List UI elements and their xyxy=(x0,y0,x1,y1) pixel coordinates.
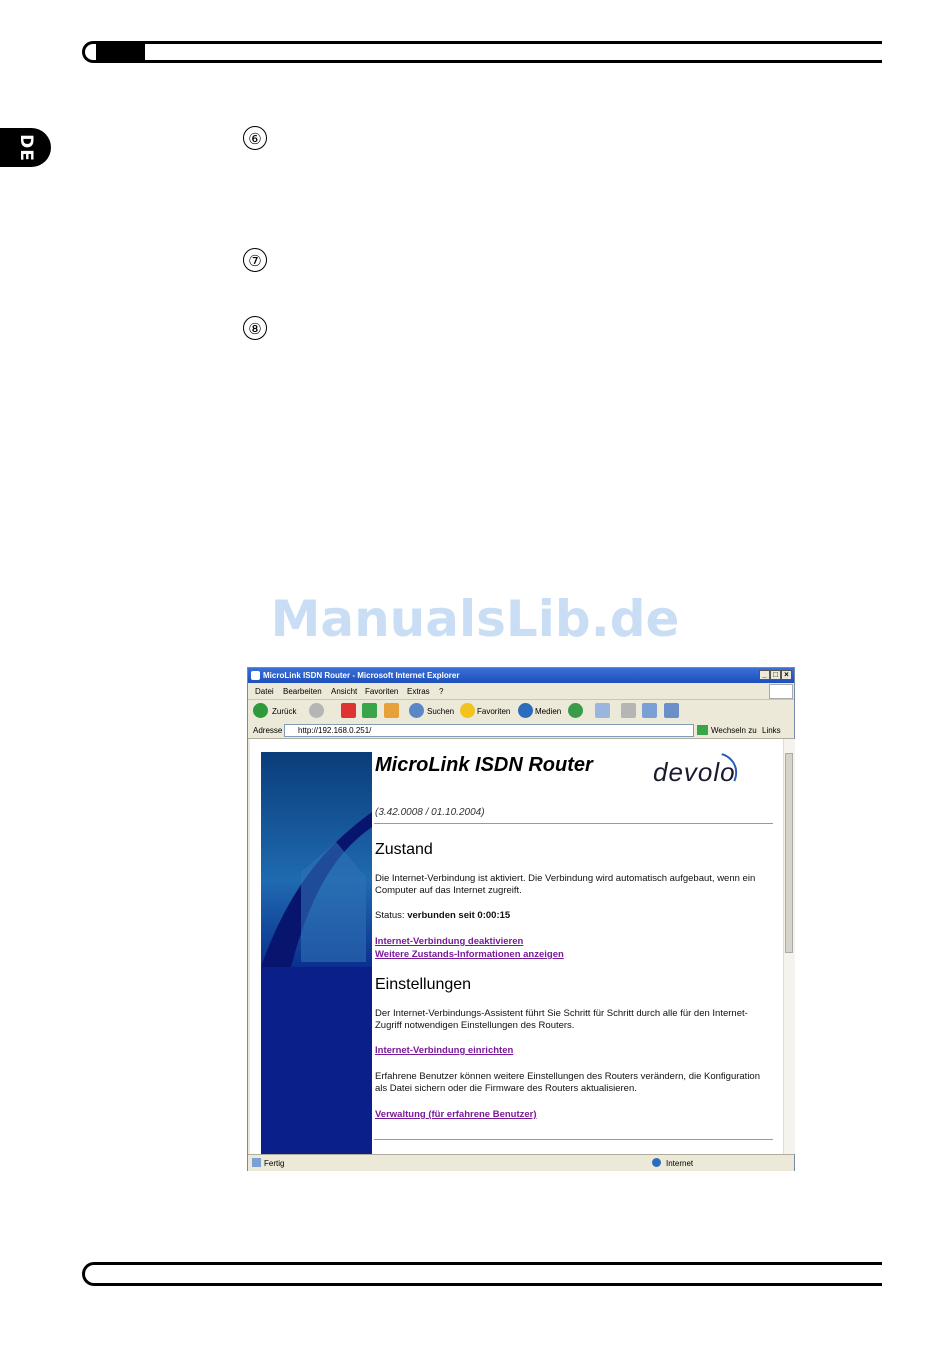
menu-bar xyxy=(248,683,794,700)
home-icon[interactable] xyxy=(384,703,399,718)
step-marker-6: ⑥ xyxy=(243,126,267,150)
ie-icon xyxy=(251,671,260,680)
divider xyxy=(374,823,773,824)
favorites-label[interactable]: Favoriten xyxy=(477,707,511,716)
menu-extras[interactable]: Extras xyxy=(407,687,430,696)
scrollbar-thumb[interactable] xyxy=(785,753,793,953)
links-label[interactable]: Links xyxy=(762,726,781,735)
edit-icon[interactable] xyxy=(642,703,657,718)
forward-icon[interactable] xyxy=(309,703,324,718)
back-label[interactable]: Zurück xyxy=(272,707,297,716)
zustand-text: Die Internet-Verbindung ist aktiviert. Die Verbindung wird automatisch aufgebaut, wenn ein Computer auf das Internet zugreift. xyxy=(375,873,756,896)
maximize-icon[interactable]: □ xyxy=(770,670,781,680)
go-button[interactable]: Wechseln zu xyxy=(711,726,757,735)
menu-ansicht[interactable]: Ansicht xyxy=(331,687,358,696)
back-icon[interactable] xyxy=(253,703,268,718)
globe-icon xyxy=(652,1158,661,1167)
section-zustand-heading: Zustand xyxy=(375,841,433,858)
history-icon[interactable] xyxy=(568,703,583,718)
swoosh-graphic xyxy=(261,752,372,1154)
menu-bearbeiten[interactable]: Bearbeiten xyxy=(283,687,322,696)
administration-link[interactable]: Verwaltung (für erfahrene Benutzer) xyxy=(375,1109,537,1120)
minimize-icon[interactable]: _ xyxy=(759,670,770,680)
setup-connection-link[interactable]: Internet-Verbindung einrichten xyxy=(375,1045,514,1056)
close-icon[interactable]: × xyxy=(781,670,792,680)
status-text: Fertig xyxy=(264,1159,285,1168)
firmware-version: (3.42.0008 / 01.10.2004) xyxy=(375,807,485,818)
toolbar xyxy=(248,700,794,723)
footer-rule xyxy=(82,1262,882,1286)
refresh-icon[interactable] xyxy=(362,703,377,718)
divider xyxy=(374,1139,773,1140)
webpage-title: MicroLink ISDN Router xyxy=(375,754,593,776)
address-value: http://192.168.0.251/ xyxy=(298,726,372,735)
step-marker-8: ⑧ xyxy=(243,316,267,340)
menu-favoriten[interactable]: Favoriten xyxy=(365,687,399,696)
browser-title: MicroLink ISDN Router - Microsoft Internet Explorer xyxy=(263,671,460,680)
advanced-text: Erfahrene Benutzer können weitere Einstellungen des Routers verändern, die Konfiguration als Datei sichern oder die Firmware des Routers aktualisieren. xyxy=(375,1071,760,1094)
menu-datei[interactable]: Datei xyxy=(255,687,274,696)
search-label[interactable]: Suchen xyxy=(427,707,455,716)
search-icon[interactable] xyxy=(409,703,424,718)
address-input[interactable] xyxy=(284,724,694,737)
status-label: Status: xyxy=(375,910,405,921)
zone-text: Internet xyxy=(666,1159,694,1168)
browser-titlebar xyxy=(248,668,794,683)
media-icon[interactable] xyxy=(518,703,533,718)
more-status-link[interactable]: Weitere Zustands-Informationen anzeigen xyxy=(375,949,564,960)
media-label[interactable]: Medien xyxy=(535,707,562,716)
windows-logo-icon xyxy=(769,684,793,699)
deactivate-link[interactable]: Internet-Verbindung deaktivieren xyxy=(375,936,524,947)
watermark: ManualsLib.de xyxy=(270,590,680,648)
menu-help[interactable]: ? xyxy=(439,687,444,696)
mail-icon[interactable] xyxy=(595,703,610,718)
header-rule xyxy=(82,41,882,63)
address-label: Adresse xyxy=(253,726,283,735)
status-value: verbunden seit 0:00:15 xyxy=(407,910,511,921)
einstellungen-text: Der Internet-Verbindungs-Assistent führt Sie Schritt für Schritt durch alle für den Internet-Zugriff notwendigen Einstellungen des Routers. xyxy=(375,1008,748,1031)
vertical-scrollbar[interactable] xyxy=(783,739,795,1154)
status-bar xyxy=(248,1154,794,1171)
address-bar xyxy=(248,722,794,739)
print-icon[interactable] xyxy=(621,703,636,718)
page-viewport xyxy=(250,739,783,1154)
header-page-tab xyxy=(96,44,145,63)
favorites-icon[interactable] xyxy=(460,703,475,718)
language-tab: DE xyxy=(0,128,51,167)
devolo-logo: devolo xyxy=(653,757,736,787)
status-line xyxy=(375,910,770,922)
section-einstellungen-heading: Einstellungen xyxy=(375,976,472,993)
side-image xyxy=(261,752,372,1154)
step-marker-7: ⑦ xyxy=(243,248,267,272)
browser-window xyxy=(247,667,795,1171)
go-arrow-icon[interactable] xyxy=(697,725,708,735)
stop-icon[interactable] xyxy=(341,703,356,718)
messenger-icon[interactable] xyxy=(664,703,679,718)
page-icon xyxy=(252,1158,261,1167)
